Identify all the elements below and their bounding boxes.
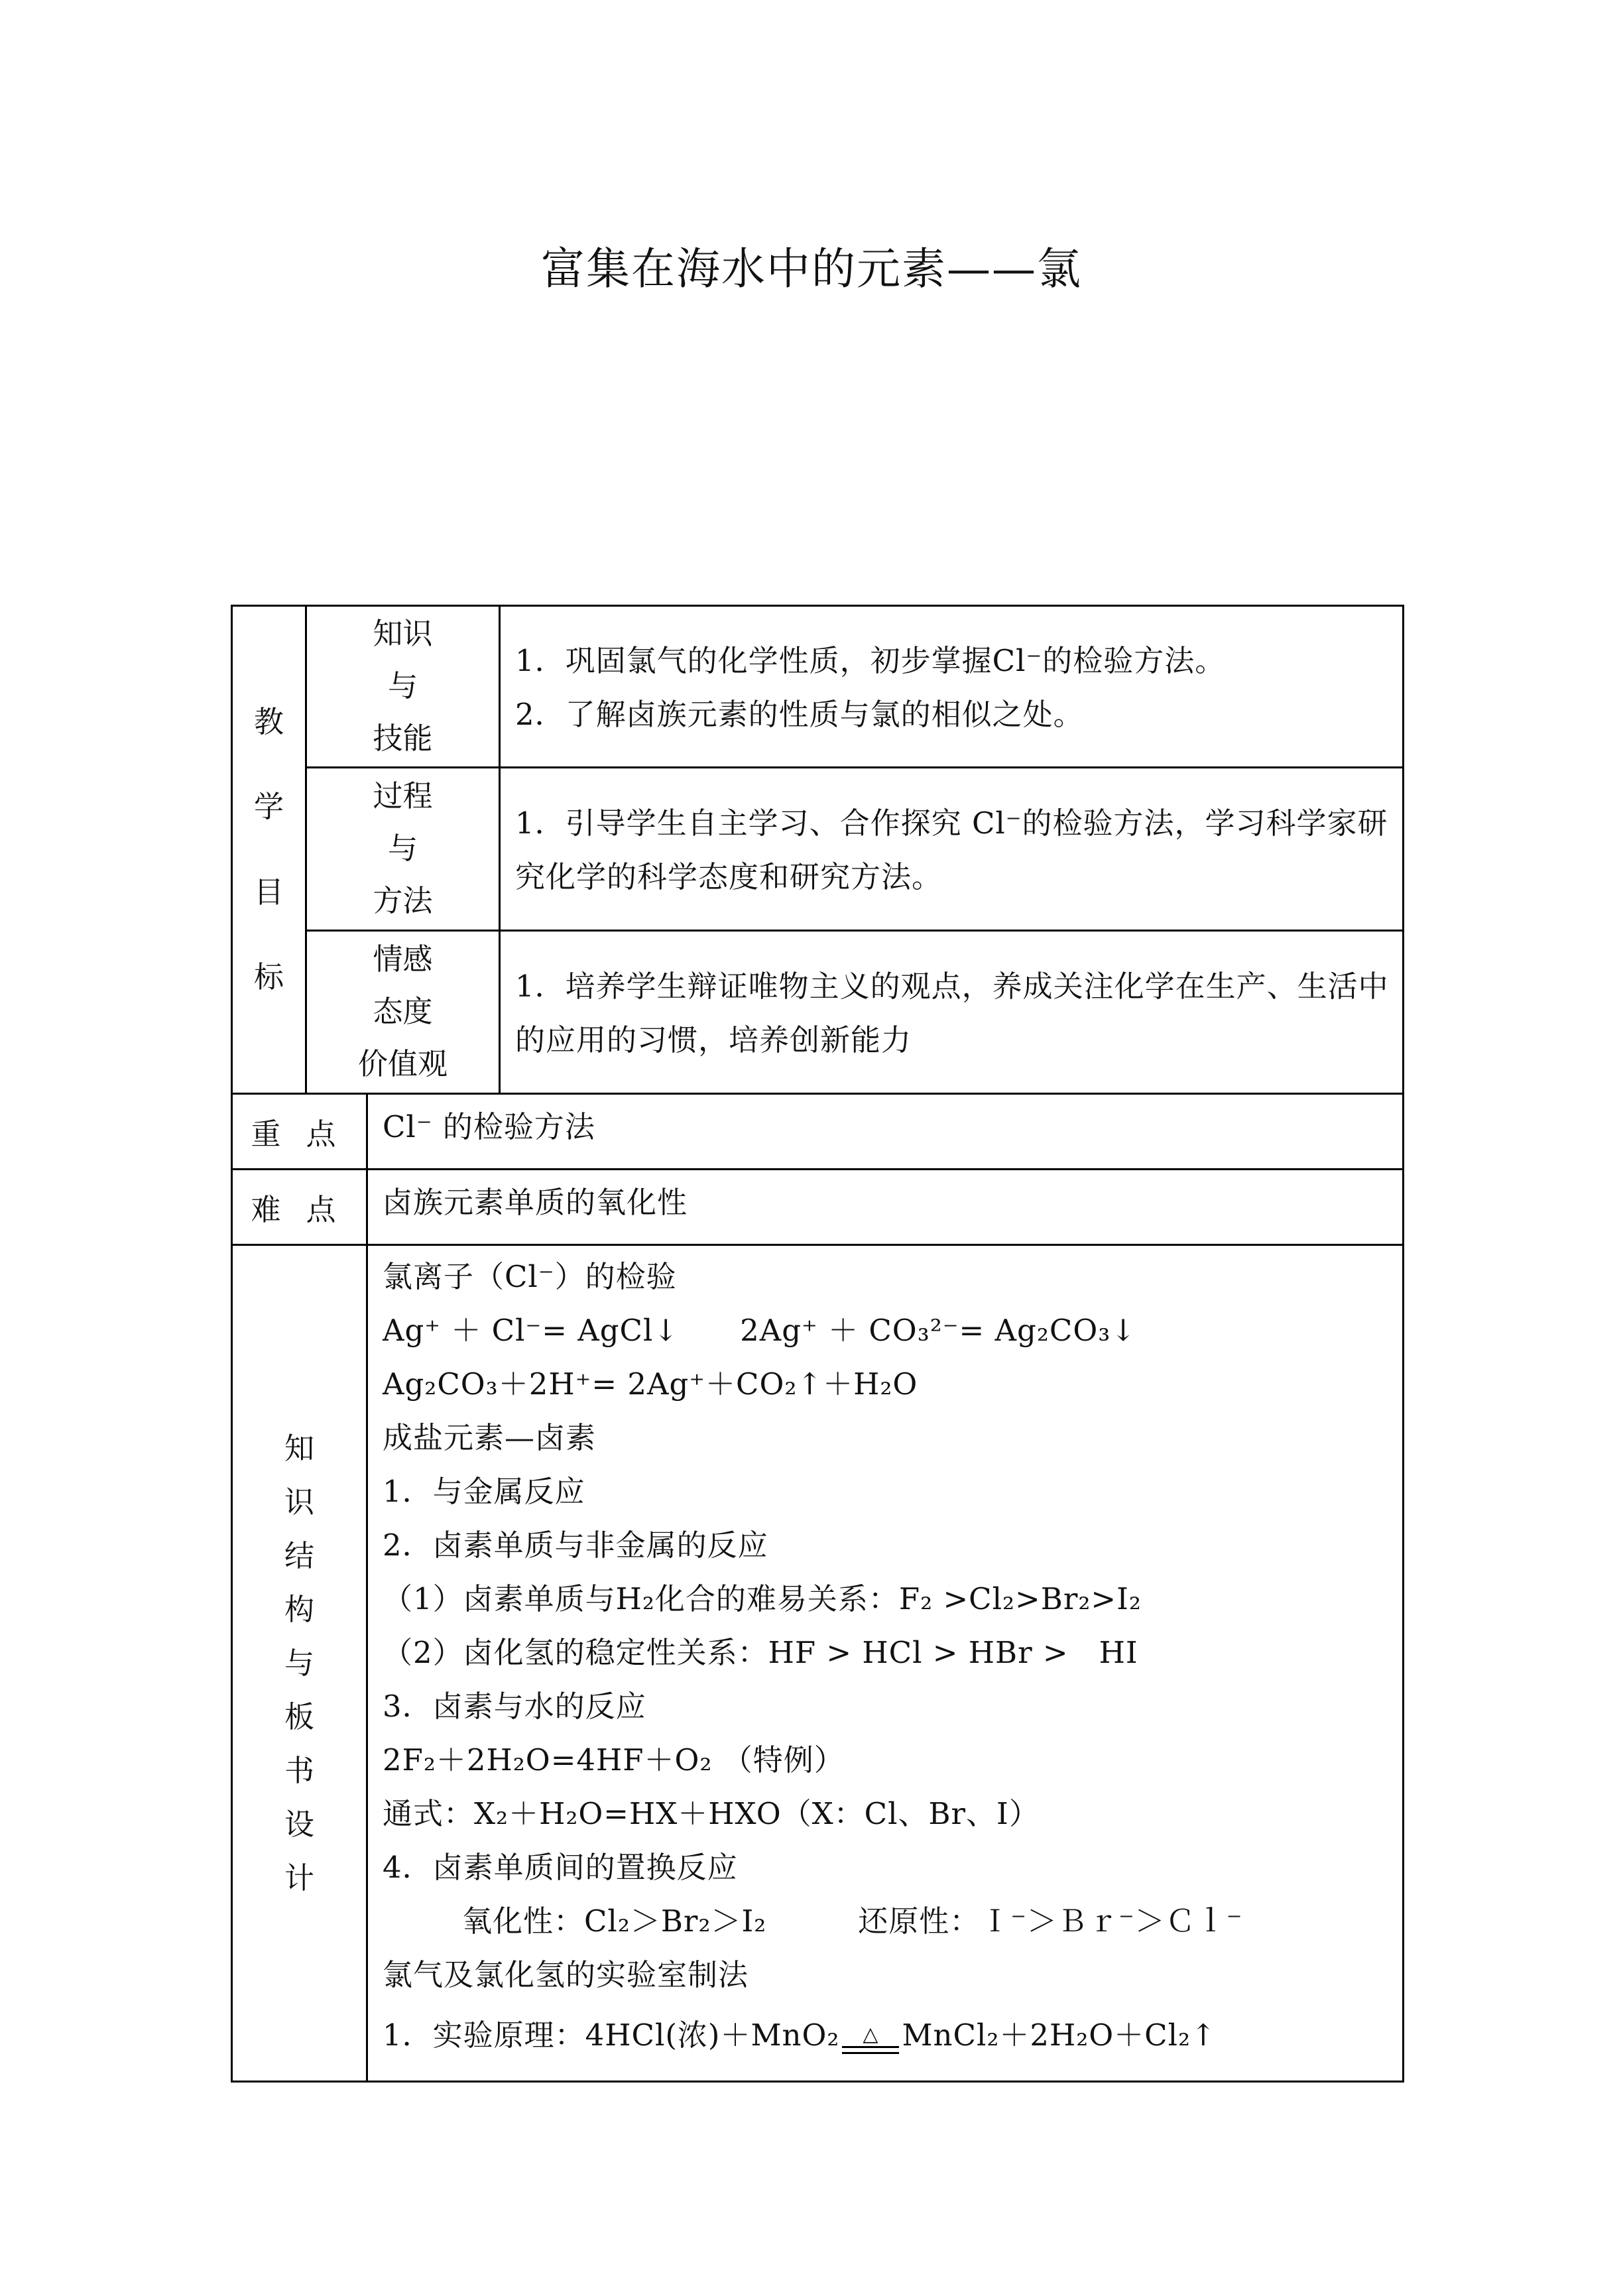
goal-category-process: 过程 与 方法 (306, 768, 500, 931)
key-point-text: Cl⁻ 的检验方法 (367, 1094, 1404, 1170)
knowledge-content (367, 1245, 1404, 2082)
teaching-goals-label: 教 学 目 标 (232, 606, 306, 1094)
difficulty-text: 卤族元素单质的氧化性 (367, 1170, 1404, 1245)
heat-symbol-icon: △ (863, 2023, 879, 2046)
knowledge-line: 氯离子（Cl⁻）的检验 (383, 1259, 677, 1294)
knowledge-line: 4．卤素单质间的置换反应 (383, 1850, 738, 1885)
principle-products: MnCl₂＋2H₂O＋Cl₂↑ (902, 2018, 1217, 2053)
goal-category-knowledge: 知识 与 技能 (306, 606, 500, 768)
goal-text-process: 1．引导学生自主学习、合作探究 Cl⁻的检验方法，学习科学家研 究化学的科学态度和研究方法。 (500, 768, 1404, 931)
knowledge-line: 通式：X₂＋H₂O=HX＋HXO（X：Cl、Br、I） (383, 1796, 1040, 1831)
knowledge-line: 1．与金属反应 (383, 1474, 585, 1509)
knowledge-line: 2．卤素单质与非金属的反应 (383, 1528, 768, 1563)
key-point-label: 重点 (232, 1094, 367, 1170)
double-equals-bar (842, 2046, 899, 2054)
page-title: 富集在海水中的元素——氯 (541, 243, 1082, 294)
lesson-plan-table (231, 605, 1404, 2083)
knowledge-line: 氧化性：Cl₂＞Br₂＞I₂ 还原性：Ｉ⁻＞Ｂｒ⁻＞Ｃｌ⁻ (462, 1903, 1243, 1939)
principle-reactants: 4HCl(浓)＋MnO₂ (585, 2018, 840, 2053)
principle-label: 1．实验原理： (383, 2018, 585, 2053)
knowledge-line: 3．卤素与水的反应 (383, 1689, 646, 1724)
knowledge-line: 氯气及氯化氢的实验室制法 (383, 1957, 749, 1992)
heating-condition (839, 2025, 902, 2062)
knowledge-line: Ag⁺ ＋ Cl⁻= AgCl↓ 2Ag⁺ ＋ CO₃²⁻= Ag₂CO₃↓ (383, 1313, 1136, 1348)
goal-category-attitude: 情感 态度 价值观 (306, 931, 500, 1094)
knowledge-structure-label: 知 识 结 构 与 板 书 设 计 (232, 1245, 367, 2082)
goal-text-attitude: 1．培养学生辩证唯物主义的观点，养成关注化学在生产、生活中 的应用的习惯，培养创新能力 (500, 931, 1404, 1094)
knowledge-line: 成盐元素—卤素 (383, 1420, 597, 1455)
difficulty-label: 难点 (232, 1170, 367, 1245)
knowledge-line: Ag₂CO₃＋2H⁺= 2Ag⁺＋CO₂↑＋H₂O (383, 1366, 918, 1402)
knowledge-line: （2）卤化氢的稳定性关系：HF > HCl > HBr > HI (383, 1635, 1138, 1670)
goal-text-knowledge: 1．巩固氯气的化学性质，初步掌握Cl⁻的检验方法。 2．了解卤族元素的性质与氯的相似之处。 (500, 606, 1404, 768)
knowledge-line: （1）卤素单质与H₂化合的难易关系：F₂ >Cl₂>Br₂>I₂ (383, 1581, 1142, 1616)
experiment-principle-line (383, 2008, 1390, 2062)
knowledge-line: 2F₂＋2H₂O=4HF＋O₂ （特例） (383, 1742, 845, 1778)
